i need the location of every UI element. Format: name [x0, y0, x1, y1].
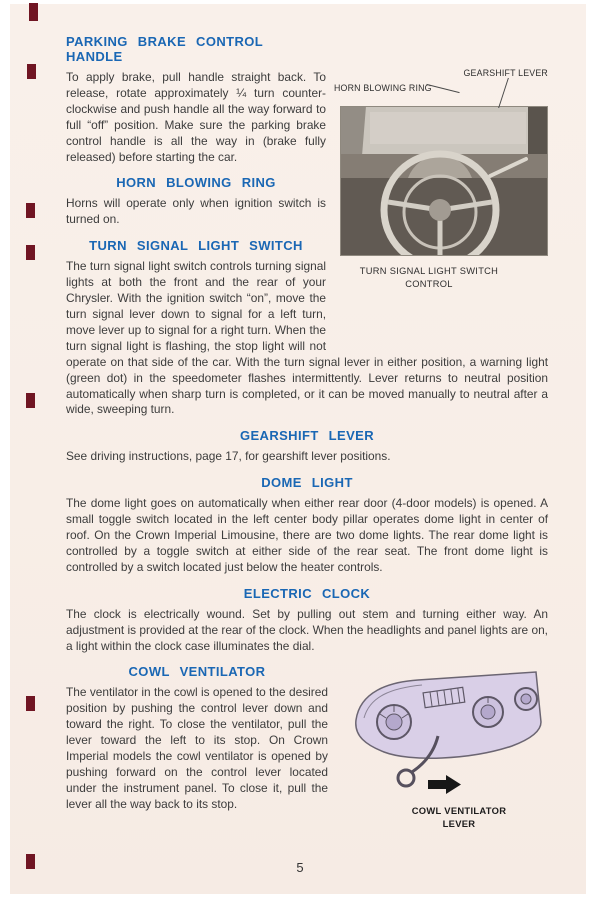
registration-mark: [26, 696, 35, 711]
paragraph-turn-signal: The turn signal light switch controls turning signal lights at both the front and the rear of your Chrysler. With the ignition switch “on”, move the turn signal lever down to signal for a left turn, move lever up to signal for a right turn. When the turn signal light is flashing, the stop light will not operate on that side of the car. With the turn signal lever in either position, a warning light (green dot) in the speedometer flashes intermittently. Lever returns to neutral position automatically when sharp turn is completed, or it can be moved manually to neutral after a wide, sweeping turn.: [66, 259, 548, 417]
registration-mark: [26, 203, 35, 218]
steering-wheel-figure: [334, 68, 548, 290]
top-section-block: [66, 34, 548, 418]
registration-mark: [26, 393, 35, 408]
registration-mark: [29, 3, 38, 21]
heading-dome-light: DOME LIGHT: [261, 475, 353, 491]
photo-frame: [340, 106, 548, 256]
page-number: 5: [296, 860, 304, 875]
paragraph-cowl-ventilator: The ventilator in the cowl is opened to the desired position by pushing the control lever down and toward the right. To close the ventilator, pull the lever toward the left to its stop. On Crown Imperial models the cowl ventilator is opened by pushing forward on the control lever located under the instrument panel. To close it, pull the lever all the way back to its stop.: [66, 685, 328, 811]
heading-electric-clock: ELECTRIC CLOCK: [243, 585, 371, 601]
heading-turn-signal: TURN SIGNAL LIGHT SWITCH: [89, 238, 303, 254]
registration-mark: [27, 64, 36, 79]
paragraph-gearshift-lever: See driving instructions, page 17, for gearshift lever positions.: [66, 449, 391, 464]
figure-caption-turn-signal: TURN SIGNAL LIGHT SWITCH CONTROL: [359, 266, 499, 289]
paragraph-electric-clock: The clock is electrically wound. Set by pulling out stem and turning either way. An adjustment is provided at the rear of the clock. When the headlights and panel lights are on, a light within the clock case illuminates the dial.: [66, 606, 548, 653]
page-content: [66, 34, 548, 830]
figure-caption-cowl-lever: COWL VENTILATOR LEVER: [411, 805, 507, 829]
heading-cowl-ventilator: COWL VENTILATOR: [128, 664, 266, 680]
paragraph-horn-blowing-ring: Horns will operate only when ignition switch is turned on.: [66, 196, 326, 227]
paragraph-parking-brake: To apply brake, pull handle straight back. To release, rotate approximately ¼ turn counter-clockwise and push handle all the way forward to full “off” position. Make sure the parking brake control handle is all the way in (brake fully released) before starting the car.: [66, 70, 326, 164]
heading-horn-blowing-ring: HORN BLOWING RING: [116, 175, 276, 191]
registration-mark: [26, 245, 35, 260]
figure-label-gearshift-lever: GEARSHIFT LEVER: [463, 68, 548, 78]
cowl-ventilator-illustration: [340, 668, 548, 800]
bottom-section-block: [66, 664, 548, 829]
figure-label-horn-blowing-ring: HORN BLOWING RING: [334, 83, 432, 93]
paragraph-dome-light: The dome light goes on automatically when either rear door (4-door models) is opened. A small toggle switch located in the left center body pillar operates dome light in center of roof. On the Crown Imperial Limousine, there are two dome lights. The rear dome light is controlled by a toggle switch at either side of the rear seat. The front dome light is controlled by a switch located just below the heater controls.: [66, 496, 548, 574]
heading-gearshift-lever: GEARSHIFT LEVER: [239, 428, 375, 444]
heading-parking-brake: PARKING BRAKE CONTROL HANDLE: [66, 34, 263, 64]
callout-line: [498, 78, 509, 108]
cowl-ventilator-figure: [340, 668, 548, 830]
steering-wheel-photo: [340, 106, 548, 256]
figure-callouts: [334, 68, 548, 106]
